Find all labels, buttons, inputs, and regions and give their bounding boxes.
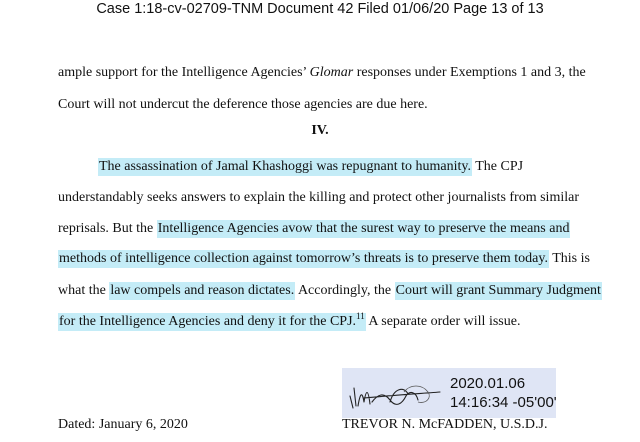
body-line-8	[58, 313, 520, 331]
section-heading: IV.	[311, 123, 329, 138]
highlight-for-agencies-text: for the Intelligence Agencies and deny it for the CPJ.	[59, 314, 357, 329]
highlight-for-agencies[interactable]	[58, 313, 366, 331]
judge-name: TREVOR N. McFADDEN, U.S.D.J.	[342, 417, 548, 432]
signature-timestamp	[450, 374, 557, 412]
body-line-1-a: ample support for the Intelligence Agencies’	[58, 65, 310, 80]
highlight-khashoggi[interactable]: The assassination of Jamal Khashoggi was repugnant to humanity.	[99, 159, 471, 174]
body-line-5-a: reprisals. But the	[58, 221, 157, 236]
case-header: Case 1:18-cv-02709-TNM Document 42 Filed 01/06/20 Page 13 of 13	[96, 1, 544, 17]
highlight-court-will-grant[interactable]: Court will grant Summary Judgment	[395, 283, 601, 298]
body-line-6-rest: This is	[548, 251, 590, 266]
highlight-methods[interactable]: methods of intelligence collection against tomorrow’s threats is to preserve them today.	[59, 251, 548, 266]
body-line-3	[98, 158, 523, 176]
body-line-6	[58, 250, 590, 268]
body-line-4: understandably seeks answers to explain the killing and protect other journalists from similar	[58, 190, 579, 205]
body-line-8-rest: A separate order will issue.	[365, 314, 521, 329]
body-line-2: Court will not undercut the deference those agencies are due here.	[58, 97, 428, 112]
glomar-italic: Glomar	[309, 65, 354, 80]
highlight-law-compels[interactable]: law compels and reason dictates.	[110, 283, 295, 298]
highlight-agencies-avow[interactable]: Intelligence Agencies avow that the surest way to preserve the means and	[157, 221, 570, 236]
body-line-7	[58, 282, 602, 300]
body-line-5	[58, 220, 570, 238]
body-line-3-rest: The CPJ	[471, 159, 524, 174]
body-line-7-b: Accordingly, the	[295, 283, 395, 298]
signature-time: 14:16:34 -05'00'	[450, 394, 557, 411]
signature-scribble	[344, 372, 444, 416]
body-line-1-c: responses under Exemptions 1 and 3, the	[353, 65, 586, 80]
dated-line: Dated: January 6, 2020	[58, 417, 188, 432]
body-line-7-a: what the	[58, 283, 110, 298]
footnote-ref[interactable]: 11	[356, 311, 365, 321]
body-line-1	[58, 64, 586, 82]
signature-date: 2020.01.06	[450, 375, 526, 392]
